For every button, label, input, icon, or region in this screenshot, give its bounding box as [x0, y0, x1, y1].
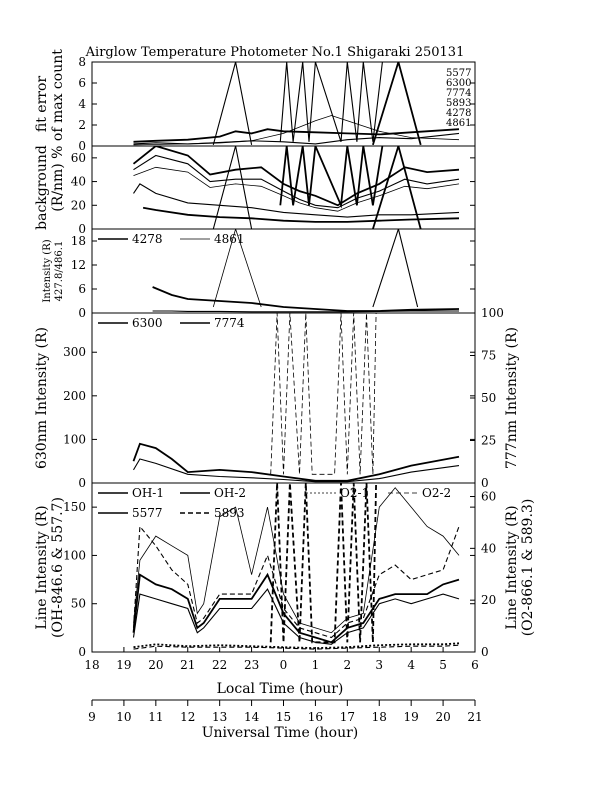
x-tick-label: 4: [407, 658, 415, 672]
ut-tick-label: 18: [371, 710, 387, 724]
y-axis-sublabel: % of max count: [50, 49, 66, 159]
ut-tick-label: 15: [275, 710, 292, 724]
legend-label: 4861: [446, 118, 472, 129]
ut-tick-label: 12: [180, 710, 196, 724]
y-axis-label: Intensity (R): [42, 239, 53, 303]
chart-title: Airglow Temperature Photometer No.1 Shigaraki 250131: [85, 45, 465, 60]
y2-tick-label: 0: [481, 476, 489, 490]
series-line-6300: [134, 444, 460, 481]
panel-4: [34, 483, 536, 659]
x-tick-label: 3: [375, 658, 384, 672]
panel-1: [34, 145, 475, 236]
ut-tick-label: 20: [435, 710, 451, 724]
y-tick-label: 300: [63, 345, 86, 360]
legend-label: 5577: [446, 68, 472, 79]
legend-label: O2-2: [422, 486, 452, 500]
x-tick-label: 20: [148, 658, 164, 672]
legend-label: 6300: [446, 78, 472, 89]
legend-label: 7774: [446, 88, 472, 99]
y-tick-label: 12: [70, 258, 86, 272]
legend: [98, 316, 245, 330]
y2-axis-label: 777nm Intensity (R): [504, 326, 520, 470]
series-group: [134, 146, 460, 229]
x-axes: [84, 647, 482, 741]
x-tick-label: 23: [243, 658, 260, 672]
y-axis-label: 630nm Intensity (R): [34, 326, 50, 470]
y-axis-label: Line Intensity (R): [34, 505, 50, 630]
y-axis-sublabel: (OH-846.6 & 557.7): [50, 497, 66, 638]
legend-label: 4278: [132, 232, 163, 246]
series-line-dashed: [271, 313, 376, 474]
ut-tick-label: 21: [467, 710, 483, 724]
y-tick-label: 20: [70, 198, 86, 213]
legend-label: 7774: [214, 316, 245, 330]
y2-tick-label: 40: [481, 541, 497, 556]
series-line-7: [280, 146, 382, 205]
series-group: [134, 62, 460, 145]
y2-tick-label: 50: [481, 391, 497, 405]
y-axis-label: background: [34, 145, 50, 230]
y-tick-label: 0: [78, 222, 86, 236]
series-line-0: [134, 146, 460, 205]
series-line-5577: [134, 488, 460, 633]
ut-tick-label: 11: [148, 710, 164, 724]
y-tick-label: 0: [78, 139, 86, 153]
y-axis-sublabel: 427.8/486.1: [54, 240, 65, 302]
y-tick-label: 200: [63, 388, 86, 403]
y-tick-label: 0: [78, 645, 86, 659]
legend-label: 5577: [132, 506, 163, 520]
series-line-4861: [153, 311, 459, 312]
x-tick-label: 19: [116, 658, 132, 672]
y-tick-label: 150: [63, 500, 86, 515]
x-tick-label: 18: [84, 658, 100, 672]
y2-tick-label: 100: [481, 306, 504, 320]
y2-tick-label: 75: [481, 348, 497, 363]
y2-tick-label: 60: [481, 489, 497, 504]
y-tick-label: 0: [78, 476, 86, 490]
series-line-3: [373, 229, 418, 307]
ut-tick-label: 17: [339, 710, 355, 724]
panel-2: [42, 229, 475, 320]
panel-3: [34, 306, 520, 490]
series-line-1: [134, 133, 460, 144]
ut-tick-label: 10: [116, 710, 132, 724]
x-axis-label-local: Local Time (hour): [216, 681, 344, 697]
y-tick-label: 0: [78, 306, 86, 320]
series-line-0: [134, 129, 460, 142]
legend-label: O2-1: [340, 486, 370, 500]
series-group: [134, 483, 460, 649]
legend-label: 6300: [132, 316, 163, 330]
y2-axis-label: Line Intensity (R): [504, 505, 520, 630]
y-tick-label: 40: [70, 174, 86, 189]
panel-frame: [92, 313, 475, 483]
y2-tick-label: 20: [481, 593, 497, 608]
y-tick-label: 50: [70, 596, 86, 611]
series-group: [134, 313, 460, 482]
legend-label: 4861: [214, 232, 245, 246]
legend-label: 4278: [446, 108, 472, 119]
ut-tick-label: 13: [212, 710, 228, 724]
ut-tick-label: 9: [88, 710, 96, 724]
y-axis-label: fit error: [34, 75, 50, 133]
y-tick-label: 6: [78, 76, 86, 90]
x-tick-label: 21: [180, 658, 196, 672]
legend: [98, 232, 245, 246]
legend-label: OH-1: [132, 486, 164, 500]
ut-tick-label: 19: [403, 710, 419, 724]
x-axis-label-ut: Universal Time (hour): [201, 725, 359, 741]
x-tick-label: 6: [471, 658, 479, 672]
x-tick-label: 1: [311, 658, 320, 672]
y-tick-label: 100: [63, 548, 86, 563]
y-tick-label: 4: [78, 97, 86, 111]
series-line-5: [280, 62, 382, 142]
y-tick-label: 2: [78, 118, 86, 132]
legend-label: 5893: [446, 98, 472, 109]
y2-tick-label: 0: [481, 645, 489, 659]
y-tick-label: 60: [70, 150, 86, 165]
y2-axis-sublabel: (O2-866.1 & 589.3): [520, 498, 536, 637]
y2-tick-label: 25: [481, 433, 497, 448]
x-tick-label: 0: [279, 658, 288, 672]
x-tick-label: 2: [343, 658, 352, 672]
panels: [34, 49, 536, 659]
panel-0: [34, 49, 475, 159]
series-group: [153, 229, 459, 312]
y-tick-label: 8: [78, 55, 86, 69]
legend-label: OH-2: [214, 486, 246, 500]
ut-tick-label: 16: [307, 710, 324, 724]
y-axis-sublabel: (R/nm): [50, 163, 66, 212]
y-tick-label: 6: [78, 282, 86, 296]
legend-label: 5893: [214, 506, 245, 520]
x-tick-label: 22: [212, 658, 228, 672]
ut-tick-label: 14: [243, 710, 260, 724]
y-tick-label: 100: [63, 432, 86, 447]
y-tick-label: 18: [70, 234, 86, 248]
x-tick-label: 5: [439, 658, 447, 672]
